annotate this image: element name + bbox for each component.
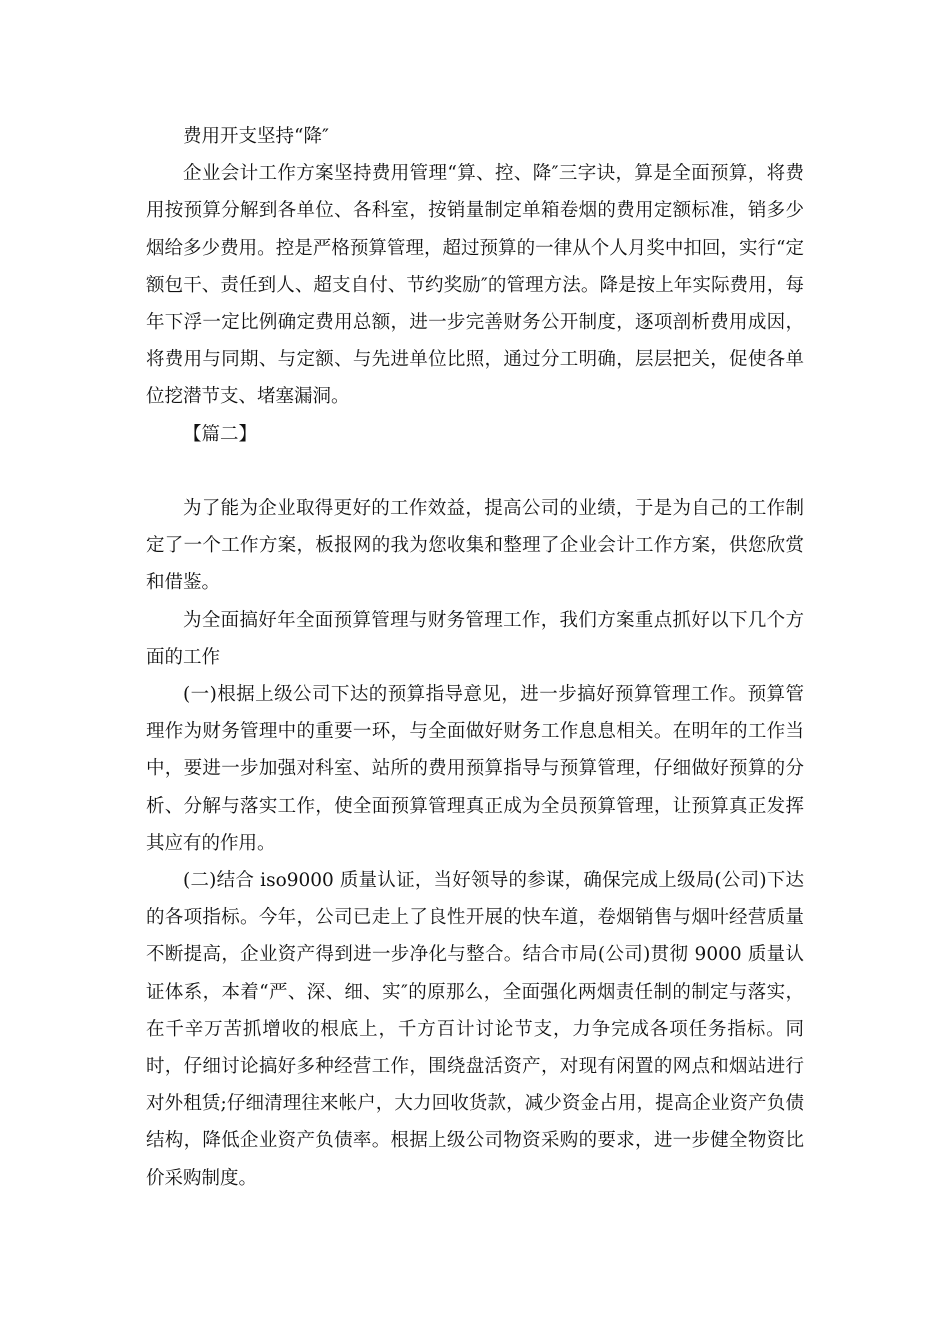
document-body [146,118,804,1197]
paragraph-item-two: (二)结合 iso9000 质量认证，当好领导的参谋，确保完成上级局(公司)下达的各项指标。今年，公司已走上了良性开展的快车道，卷烟销售与烟叶经营质量不断提高，企业资产得到进一步净化与整合。结合市局(公司)贯彻 9000 质量认证体系，本着“严、深、细、实″的原那么，全面强化两烟责任制的制定与落实，在千辛万苦抓增收的根底上，千方百计讨论节支，力争完成各项任务指标。同时，仔细讨论搞好多种经营工作，围绕盘活资产，对现有闲置的网点和烟站进行对外租赁;仔细清理往来帐户，大力回收货款，减少资金占用，提高企业资产负债结构，降低企业资产负债率。根据上级公司物资采购的要求，进一步健全物资比价采购制度。 [146,870,804,1189]
paragraph-item-one: (一)根据上级公司下达的预算指导意见，进一步搞好预算管理工作。预算管理作为财务管理中的重要一环，与全面做好财务工作息息相关。在明年的工作当中，要进一步加强对科室、站所的费用预算指导与预算管理，仔细做好预算的分析、分解与落实工作，使全面预算管理真正成为全员预算管理，让预算真正发挥其应有的作用。 [146,684,804,854]
paragraph-intro: 为了能为企业取得更好的工作效益，提高公司的业绩，于是为自己的工作制定了一个工作方案，板报网的我为您收集和整理了企业会计工作方案，供您欣赏和借鉴。 [146,498,804,594]
section-heading-part-two: 【篇二】 [183,423,258,445]
blank-line [146,453,804,490]
paragraph-work-focus: 为全面搞好年全面预算管理与财务管理工作，我们方案重点抓好以下几个方面的工作 [146,609,804,668]
section-heading-cost-reduction: 费用开支坚持“降″ [183,126,329,147]
paragraph-cost-management: 企业会计工作方案坚持费用管理“算、控、降″三字诀，算是全面预算，将费用按预算分解到各单位、各科室，按销量制定单箱卷烟的费用定额标准，销多少烟给多少费用。控是严格预算管理，超过预算的一律从个人月奖中扣回，实行“定额包干、责任到人、超支自付、节约奖励″的管理方法。降是按上年实际费用，每年下浮一定比例确定费用总额，进一步完善财务公开制度，逐项剖析费用成因，将费用与同期、与定额、与先进单位比照，通过分工明确，层层把关，促使各单位挖潜节支、堵塞漏洞。 [146,163,804,408]
